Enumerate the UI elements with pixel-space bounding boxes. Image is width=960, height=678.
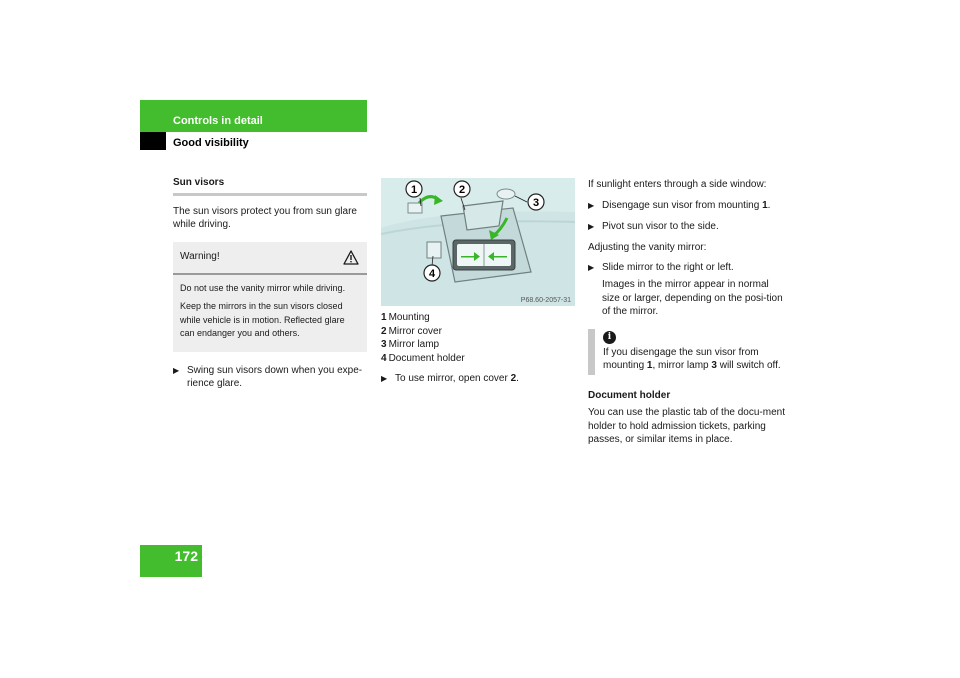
figure-legend (381, 311, 575, 365)
intro-text: The sun visors protect you from sun glare while driving. (173, 205, 357, 230)
legend-number: 3 (381, 339, 387, 350)
bullet-arrow-icon: ▶ (588, 221, 595, 231)
mirror-detail-text: Images in the mirror appear in normal size or larger, depending on the posi-tion of the mirror. (602, 279, 783, 317)
column-middle (381, 178, 575, 393)
bullet-text: Slide mirror to the right or left. (602, 262, 734, 273)
warning-box (173, 242, 367, 352)
legend-number: 1 (381, 312, 387, 323)
bullet-open-cover (381, 372, 575, 386)
bullet-arrow-icon: ▶ (173, 365, 180, 375)
bullet-arrow-icon: ▶ (588, 200, 595, 210)
bullet-arrow-icon: ▶ (588, 263, 595, 272)
legend-item (381, 338, 575, 352)
bullet-disengage (588, 199, 788, 213)
note-text-part: will switch off. (716, 360, 781, 371)
bullet-text (602, 199, 770, 213)
chapter-title: Controls in detail (173, 115, 263, 127)
document-holder-heading: Document holder (588, 389, 671, 401)
warning-triangle-icon (343, 250, 359, 265)
warning-label: Warning! (180, 251, 220, 263)
note-ref-number: 1 (646, 360, 653, 371)
info-icon: i (603, 331, 616, 344)
sun-visor-illustration (381, 178, 575, 306)
bullet-ref-number: 1 (762, 199, 768, 211)
legend-item (381, 325, 575, 339)
bullet-ref-number: 2 (510, 373, 517, 384)
note-text-part: If you disengage the sun visor from mounting (603, 346, 759, 371)
bullet-text-prefix: To use mirror, open cover (395, 373, 511, 384)
warning-text-1: Do not use the vanity mirror while driving. (180, 282, 346, 293)
info-note (588, 329, 788, 375)
warning-header (173, 242, 367, 275)
legend-text: Mirror cover (388, 325, 442, 337)
bullet-slide-mirror (588, 261, 788, 275)
bullet-text: Swing sun visors down when you expe-rience glare. (187, 364, 363, 389)
warning-text-2: Keep the mirrors in the sun visors closed while vehicle is in motion. Reflected glare can endanger you and others. (180, 301, 345, 338)
bullet-text-suffix: . (767, 199, 771, 211)
column-right (588, 178, 788, 454)
bullet-text-prefix: Disengage sun visor from mounting (602, 199, 763, 211)
bullet-arrow-icon: ▶ (381, 374, 388, 383)
legend-text: Document holder (388, 352, 465, 364)
info-note-bar (588, 329, 595, 375)
bullet-text (395, 372, 519, 386)
note-ref-number: 3 (711, 360, 717, 371)
legend-text: Mounting (388, 312, 430, 323)
legend-item (381, 352, 575, 366)
info-note-text (603, 346, 788, 373)
bullet-text: Pivot sun visor to the side. (602, 220, 719, 232)
callout-1: 1 (410, 184, 418, 196)
sun-visors-heading: Sun visors (173, 176, 367, 196)
legend-number: 4 (381, 352, 387, 364)
document-holder-text: You can use the plastic tab of the docu-ment holder to hold admission tickets, parking passes, or similar items in place. (588, 407, 785, 445)
bullet-text-suffix: . (516, 373, 519, 384)
callout-2: 2 (458, 184, 466, 196)
section-marker (140, 132, 166, 150)
figure-code: P68.60-2057-31 (520, 297, 571, 304)
sun-visor-drawing (381, 178, 575, 306)
callout-4: 4 (428, 268, 436, 280)
section-title: Good visibility (173, 137, 249, 149)
page-number: 172 (174, 548, 198, 564)
bullet-pivot (588, 220, 788, 234)
legend-item (381, 311, 575, 325)
legend-text: Mirror lamp (388, 339, 440, 350)
info-note-content (595, 329, 788, 375)
vanity-mirror-intro: Adjusting the vanity mirror: (588, 241, 707, 253)
note-text-part: , mirror lamp (652, 360, 712, 371)
callout-3: 3 (532, 197, 540, 209)
bullet-swing-visors (173, 364, 367, 391)
legend-number: 2 (381, 325, 387, 337)
side-window-intro: If sunlight enters through a side window: (588, 179, 767, 190)
column-left (173, 176, 367, 398)
warning-body (173, 275, 367, 341)
